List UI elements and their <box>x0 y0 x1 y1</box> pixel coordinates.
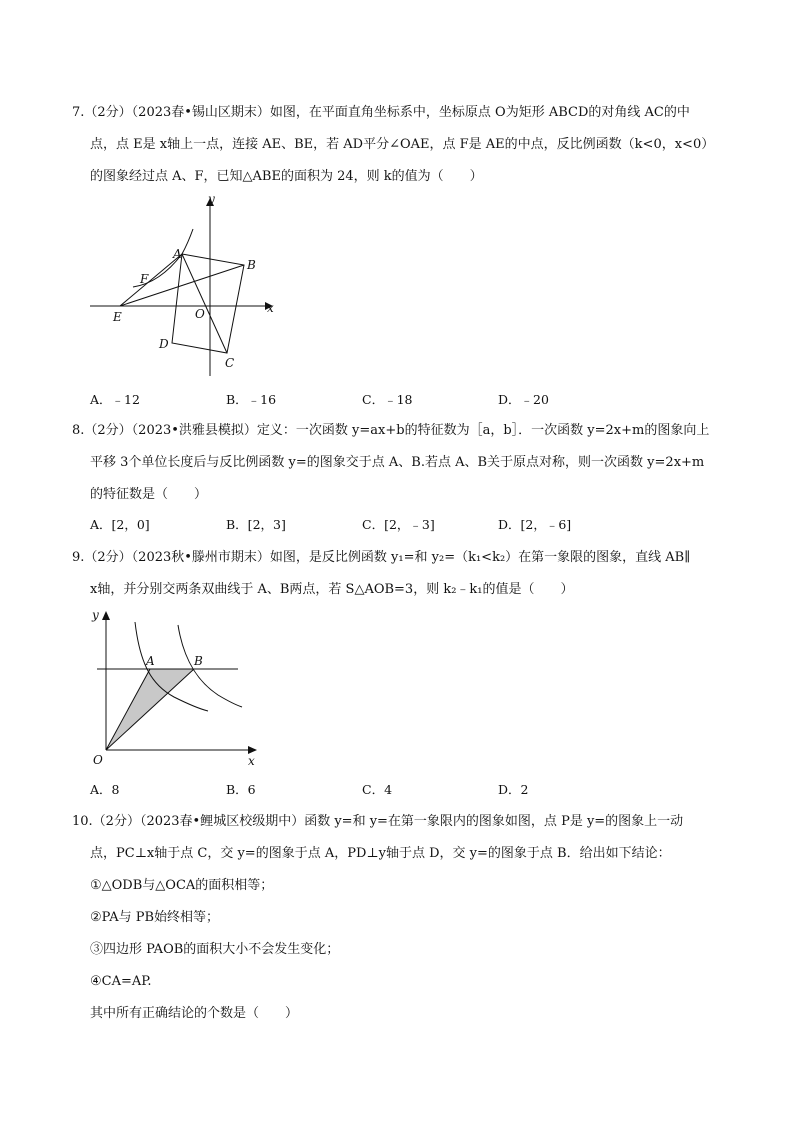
q10-conclusion-3: ③四边形 PAOB的面积大小不会发生变化； <box>90 942 340 957</box>
q7-option-d[interactable]: D．﹣20 <box>498 392 549 407</box>
q9-y-arrow <box>102 611 110 620</box>
q10-line-1: 10.（2分）（2023春•鲤城区校级期中）函数 y=和 y=在第一象限内的图象如图，点 P是 y=的图象上一动 <box>72 814 684 829</box>
q9-option-d[interactable]: D．2 <box>498 782 529 797</box>
q9-line-1: 9.（2分）（2023秋•滕州市期末）如图，是反比例函数 y₁=和 y₂=（k₁<k₂）在第一象限的图象，直线 AB∥ <box>72 550 691 565</box>
q8-option-b[interactable]: B．[2，3] <box>226 517 286 532</box>
q9-label-b: B <box>194 654 203 668</box>
q7-label-a: A <box>173 247 182 261</box>
q9-option-c[interactable]: C．4 <box>362 782 393 797</box>
q8-option-a[interactable]: A．[2，0] <box>90 517 150 532</box>
q8-line-1: 8.（2分）（2023•洪雅县模拟）定义：一次函数 y=ax+b的特征数为［a，b］．一次函数 y=2x+m的图象向上 <box>72 423 710 438</box>
q9-label-x: x <box>248 754 255 768</box>
q7-label-o: O <box>195 307 205 321</box>
q7-option-b[interactable]: B．﹣16 <box>226 392 277 407</box>
q7-label-y: y <box>208 192 215 206</box>
q7-diagonal-ac <box>182 254 227 353</box>
q10-line-2: 点，PC⊥x轴于点 C，交 y=的图象于点 A，PD⊥y轴于点 D，交 y=的图象于点 B．给出如下结论： <box>90 846 671 861</box>
q7-label-e: E <box>113 310 122 324</box>
q9-figure <box>90 605 265 770</box>
q10-line-question: 其中所有正确结论的个数是（ ） <box>90 1006 299 1021</box>
q7-label-b: B <box>247 258 256 272</box>
q9-label-o: O <box>93 753 103 767</box>
q8-option-d[interactable]: D．[2，﹣6] <box>498 517 572 532</box>
q9-line-2: x轴，并分别交两条双曲线于 A、B两点，若 S△AOB=3，则 k₂﹣k₁的值是（ ） <box>90 582 574 597</box>
q7-line-3: 的图象经过点 A、F，已知△ABE的面积为 24，则 k的值为（ ） <box>90 169 483 184</box>
q9-x-arrow <box>248 746 257 754</box>
q7-label-f: F <box>140 272 149 286</box>
q8-line-2: 平移 3个单位长度后与反比例函数 y=的图象交于点 A、B.若点 A、B关于原点对称，则一次函数 y=2x+m <box>90 455 705 470</box>
q9-label-y: y <box>92 608 99 622</box>
q7-label-c: C <box>225 356 235 370</box>
q7-option-a[interactable]: A．﹣12 <box>90 392 140 407</box>
q9-label-a: A <box>146 654 155 668</box>
q9-triangle-aob <box>106 669 194 750</box>
q9-option-b[interactable]: B．6 <box>226 782 256 797</box>
q10-conclusion-2: ②PA与 PB始终相等； <box>90 910 220 925</box>
q7-label-d: D <box>159 337 169 351</box>
q7-label-x: x <box>267 301 274 315</box>
q7-option-c[interactable]: C．﹣18 <box>362 392 413 407</box>
q7-figure <box>85 193 285 378</box>
q7-line-2: 点，点 E是 x轴上一点，连接 AE、BE，若 AD平分∠OAE，点 F是 AE的中点，反比例函数（k<0，x<0） <box>90 137 715 152</box>
q9-option-a[interactable]: A．8 <box>90 782 120 797</box>
q7-segment-ae <box>120 254 182 306</box>
q8-option-c[interactable]: C．[2，﹣3] <box>362 517 435 532</box>
q10-conclusion-1: ①△ODB与△OCA的面积相等； <box>90 878 274 893</box>
q7-line-1: 7.（2分）（2023春•锡山区期末）如图，在平面直角坐标系中，坐标原点 O为矩形 ABCD的对角线 AC的中 <box>72 105 690 120</box>
q9-hyperbola-y2 <box>178 625 242 707</box>
q8-line-3: 的特征数是（ ） <box>90 487 208 502</box>
q10-conclusion-4: ④CA=AP. <box>90 974 152 989</box>
